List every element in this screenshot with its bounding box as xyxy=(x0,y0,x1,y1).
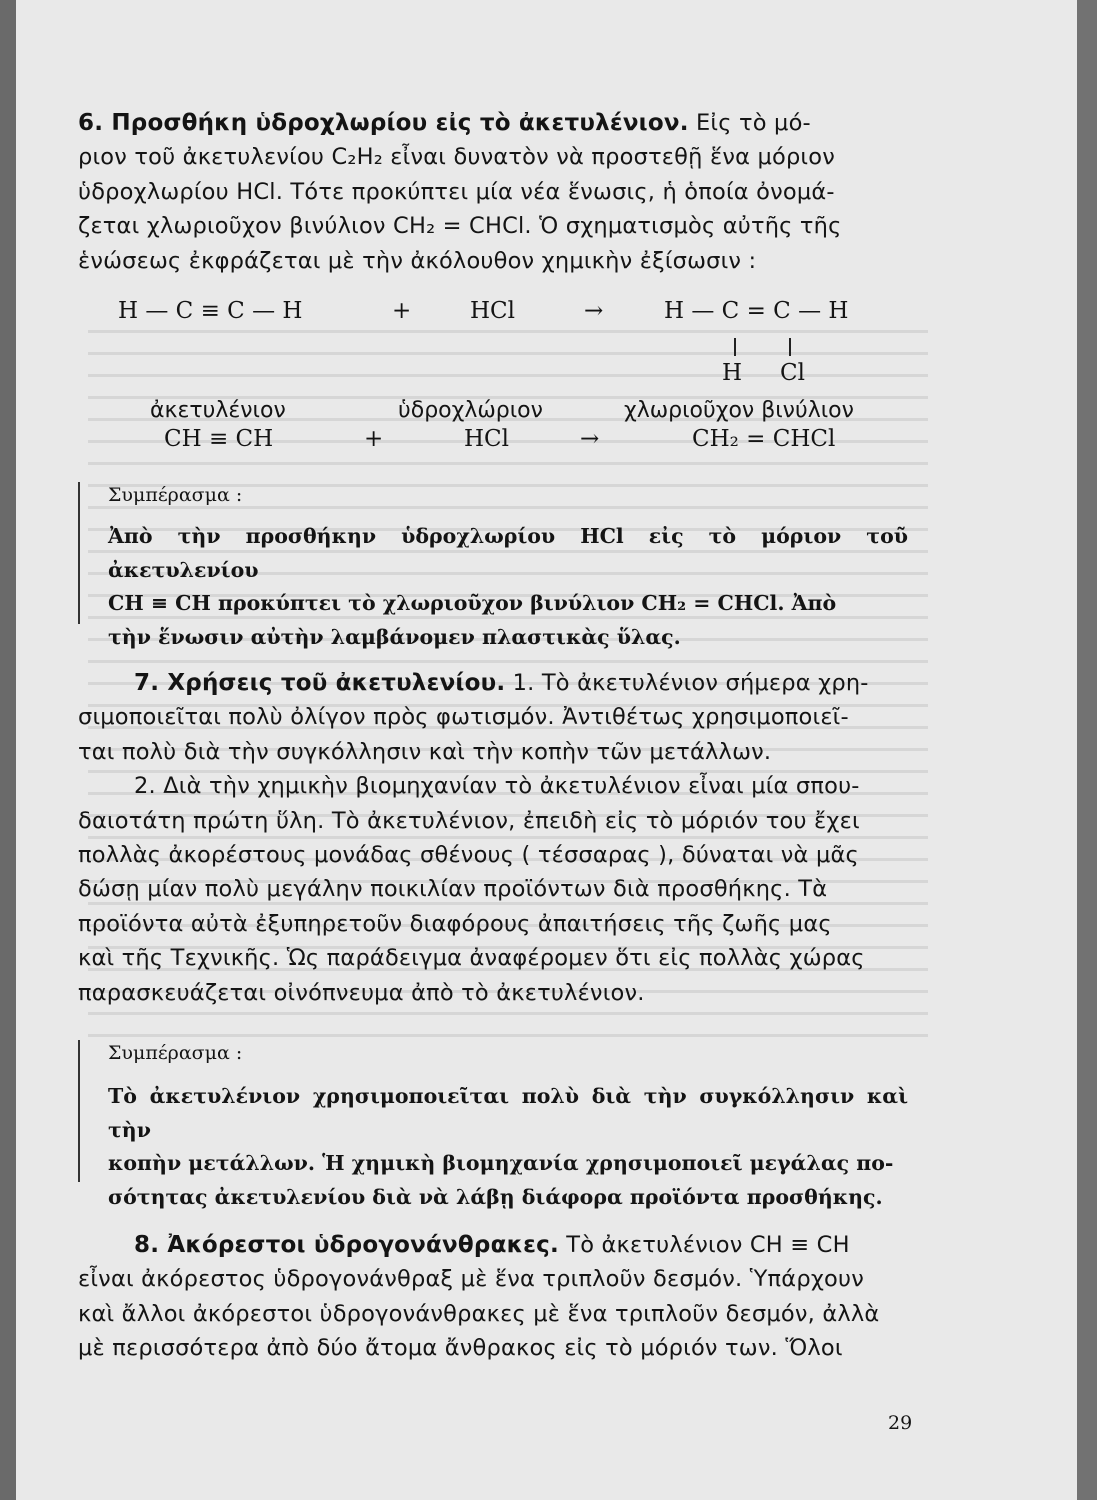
label-vinyl-chloride: χλωριοῦχον βινύλιον xyxy=(624,398,854,423)
section-8-heading: 8. Ἀκόρεστοι ὑδρογονάνθρακες. xyxy=(134,1232,559,1258)
conclusion-1-text xyxy=(108,520,908,654)
conclusion-2-text xyxy=(108,1080,908,1214)
conclusion-2-line-2: κοπὴν μετάλλων. Ἡ χημικὴ βιομηχανία χρησιμοποιεῖ μεγάλας πο- xyxy=(108,1151,894,1175)
conclusion-2-line-1: Τὸ ἀκετυλένιον χρησιμοποιεῖται πολὺ διὰ τὴν συγκόλλησιν καὶ τὴν xyxy=(108,1084,908,1142)
eq1-reactant-hcl: HCl xyxy=(470,298,516,324)
section-8-line-3: καὶ ἄλλοι ἀκόρεστοι ὑδρογονάνθρακες μὲ ἕνα τριπλοῦν δεσμόν, ἀλλὰ xyxy=(78,1300,880,1327)
section-7-line-7: δώσῃ μίαν πολὺ μεγάλην ποικιλίαν προϊόντων διὰ προσθήκης. Τὰ xyxy=(78,876,828,903)
eq1-product-vinyl-chloride: H — C = C — H xyxy=(664,298,849,324)
section-8-line-4: μὲ περισσότερα ἀπὸ δύο ἄτομα ἄνθρακος εἰς τὸ μόριόν των. Ὅλοι xyxy=(78,1335,843,1362)
eq1-reactant-acetylene: H — C ≡ C — H xyxy=(118,298,303,324)
label-hydrogen-chloride: ὑδροχλώριον xyxy=(398,398,543,423)
conclusion-1-line-2: CH ≡ CH προκύπτει τὸ χλωριοῦχον βινύλιον CH₂ = CHCl. Ἀπὸ xyxy=(108,591,837,615)
section-7-line-3: ται πολὺ διὰ τὴν συγκόλλησιν καὶ τὴν κοπὴν τῶν μετάλλων. xyxy=(78,738,772,765)
eq1-bond-to-cl xyxy=(789,338,791,356)
section-8-line-1: Τὸ ἀκετυλένιον CH ≡ CH xyxy=(558,1232,850,1258)
conclusion-1-line-1: Ἀπὸ τὴν προσθήκην ὑδροχλωρίου HCl εἰς τὸ μόριον τοῦ ἀκετυλενίου xyxy=(108,524,908,582)
section-8-line-2: εἶναι ἀκόρεστος ὑδρογονάνθραξ μὲ ἕνα τριπλοῦν δεσμόν. Ὑπάρχουν xyxy=(78,1266,864,1293)
eq2-arrow: → xyxy=(580,426,600,452)
eq2-product-vinyl-chloride: CH₂ = CHCl xyxy=(692,426,836,452)
eq1-arrow: → xyxy=(584,298,604,324)
section-7-line-2: σιμοποιεῖται πολὺ ὀλίγον πρὸς φωτισμόν. Ἀντιθέτως χρησιμοποιεῖ- xyxy=(78,704,849,731)
section-7-line-1: 1. Τὸ ἀκετυλένιον σήμερα χρη- xyxy=(505,670,869,696)
conclusion-2-line-3: σότητας ἀκετυλενίου διὰ νὰ λάβῃ διάφορα προϊόντα προσθήκης. xyxy=(108,1184,883,1209)
section-7-line-10: παρασκευάζεται οἰνόπνευμα ἀπὸ τὸ ἀκετυλένιον. xyxy=(78,979,645,1006)
eq1-plus: + xyxy=(392,298,412,324)
eq1-substituent-cl: Cl xyxy=(780,360,805,386)
eq1-substituent-h: H xyxy=(722,360,743,386)
conclusion-1-title: Συμπέρασμα : xyxy=(108,484,243,506)
section-7-line-8: προϊόντα αὐτὰ ἐξυπηρετοῦν διαφόρους ἀπαιτήσεις τῆς ζωῆς μας xyxy=(78,910,832,937)
section-6-line-3: ὑδροχλωρίου HCl. Τότε προκύπτει μία νέα ἕνωσις, ἡ ὁποία ὀνομά- xyxy=(78,178,835,205)
section-8-paragraph xyxy=(78,1228,914,1366)
section-6-heading: 6. Προσθήκη ὑδροχλωρίου εἰς τὸ ἀκετυλένιον. xyxy=(78,110,689,136)
conclusion-1-line-3: τὴν ἕνωσιν αὐτὴν λαμβάνομεν πλαστικὰς ὕλας. xyxy=(108,624,681,649)
section-7-paragraph xyxy=(78,666,914,1010)
eq1-bond-to-h xyxy=(734,338,736,356)
eq2-reactant-acetylene: CH ≡ CH xyxy=(164,426,274,452)
section-6-line-1: Εἰς τὸ μό- xyxy=(688,110,811,136)
section-7-heading: 7. Χρήσεις τοῦ ἀκετυλενίου. xyxy=(134,670,506,696)
conclusion-1-margin-bar xyxy=(78,482,80,624)
page-number: 29 xyxy=(888,1412,913,1434)
section-7-line-9: καὶ τῆς Τεχνικῆς. Ὡς παράδειγμα ἀναφέρομεν ὅτι εἰς πολλὰς χώρας xyxy=(78,945,865,972)
label-acetylene: ἀκετυλένιον xyxy=(150,398,286,423)
eq2-plus: + xyxy=(364,426,384,452)
section-6-line-5: ἑνώσεως ἐκφράζεται μὲ τὴν ἀκόλουθον χημικὴν ἐξίσωσιν : xyxy=(78,247,757,274)
conclusion-2-margin-bar xyxy=(78,1040,80,1182)
section-7-line-6: πολλὰς ἀκορέστους μονάδας σθένους ( τέσσαρας ), δύναται νὰ μᾶς xyxy=(78,842,859,869)
scan-edge-right xyxy=(1077,0,1097,1500)
section-7-line-4: 2. Διὰ τὴν χημικὴν βιομηχανίαν τὸ ἀκετυλένιον εἶναι μία σπου- xyxy=(134,773,860,800)
section-7-line-5: δαιοτάτη πρώτη ὕλη. Τὸ ἀκετυλένιον, ἐπειδὴ εἰς τὸ μόριόν του ἔχει xyxy=(78,807,860,834)
conclusion-2-title: Συμπέρασμα : xyxy=(108,1042,243,1064)
section-6-paragraph xyxy=(78,106,914,278)
section-6-line-2: ριον τοῦ ἀκετυλενίου C₂H₂ εἶναι δυνατὸν νὰ προστεθῇ ἕνα μόριον xyxy=(78,144,835,171)
section-6-line-4: ζεται χλωριοῦχον βινύλιον CH₂ = CHCl. Ὁ σχηματισμὸς αὐτῆς τῆς xyxy=(78,213,842,240)
eq2-reactant-hcl: HCl xyxy=(464,426,510,452)
